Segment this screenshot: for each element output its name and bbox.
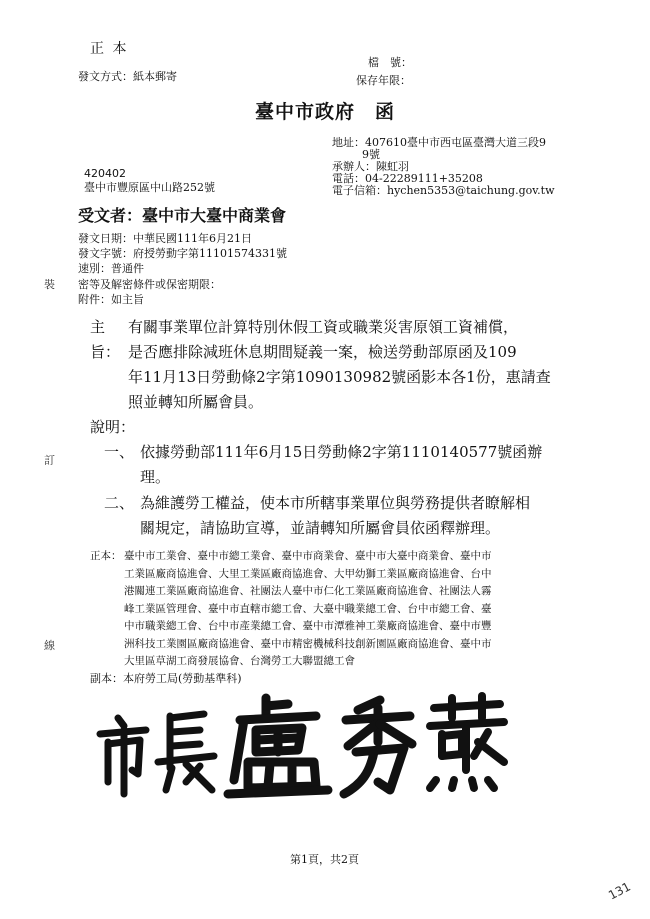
item-line: 為維護勞工權益，使本市所轄事業單位與勞務提供者瞭解相 <box>140 494 531 512</box>
binding-mark-1: 裝 <box>44 278 55 291</box>
cc-line: 工業區廠商協進會、大里工業區廠商協進會、大甲幼獅工業區廠商協進會、台中 <box>124 567 492 580</box>
original-copy-list <box>90 548 595 671</box>
cc-line: 大里區草湖工商發展協會、台灣勞工大聯盟總工會 <box>124 655 355 667</box>
binding-mark-3: 線 <box>44 639 55 652</box>
phone: 電話：04-22289111+35208 <box>332 172 483 185</box>
send-method: 發文方式：紙本郵寄 <box>78 70 177 83</box>
agency-address-line-1: 地址：407610臺中市西屯區臺灣大道三段9 <box>332 136 546 149</box>
subject-line: 照並轉知所屬會員。 <box>128 393 264 411</box>
email: 電子信箱：hychen5353@taichung.gov.tw <box>332 184 555 197</box>
subject-line: 有關事業單位計算特別休假工資或職業災害原領工資補償， <box>128 318 519 336</box>
item-line: 理。 <box>140 468 171 486</box>
speed-class: 速別：普通件 <box>78 262 144 275</box>
vice-copy-label: 副本： <box>90 672 123 685</box>
document-title: 臺中市政府 函 <box>255 101 396 123</box>
item-line: 依據勞動部111年6月15日勞動條2字第1110140577號函辦 <box>140 443 543 461</box>
explanation-item-2 <box>90 491 610 541</box>
subject-label: 主旨： <box>90 318 121 361</box>
secrecy-level: 密等及解密條件或保密期限： <box>78 278 221 291</box>
handwritten-page-note: 131 <box>606 879 633 903</box>
postal-code: 420402 <box>84 167 126 180</box>
binding-mark-2: 訂 <box>44 454 55 467</box>
retention-label: 保存年限： <box>356 74 411 87</box>
explanation-label: 說明： <box>90 418 136 436</box>
cc-line: 洲科技工業園區廠商協進會、臺中市精密機械科技創新園區廠商協進會、臺中市 <box>124 637 492 650</box>
subject-paragraph <box>90 315 610 415</box>
page-number: 第1頁，共2頁 <box>290 853 359 866</box>
item-number: 二、 <box>103 494 134 512</box>
subject-line: 是否應排除減班休息期間疑義一案，檢送勞動部原函及109 <box>128 343 517 361</box>
item-number: 一、 <box>103 443 134 461</box>
item-line: 關規定，請協助宣導，並請轉知所屬會員依函釋辦理。 <box>140 519 501 537</box>
issue-date: 發文日期：中華民國111年6月21日 <box>78 232 252 245</box>
cc-line: 峰工業區管理會、臺中市直轄市總工會、大臺中職業總工會、台中市總工會、臺 <box>124 602 492 615</box>
cc-line: 臺中市工業會、臺中市總工業會、臺中市商業會、臺中市大臺中商業會、臺中市 <box>124 550 492 562</box>
copy-label: 正 本 <box>90 41 129 57</box>
vice-copy <box>90 672 242 686</box>
recipient-address: 臺中市豐原區中山路252號 <box>84 181 215 194</box>
mayor-signature <box>90 690 510 800</box>
cc-line: 中市職業總工會、台中市產業總工會、臺中市潭雅神工業廠商協進會、臺中市豐 <box>124 620 492 632</box>
subject-line: 年11月13日勞動條2字第1090130982號函影本各1份，惠請查 <box>128 368 551 386</box>
original-copy-label: 正本： <box>90 550 122 562</box>
recipient: 受文者：臺中市大臺中商業會 <box>78 206 287 225</box>
document-number: 發文字號：府授勞動字第11101574331號 <box>78 247 287 260</box>
handler: 承辦人：陳虹羽 <box>332 160 409 173</box>
vice-copy-text: 本府勞工局(勞動基準科) <box>123 672 242 685</box>
agency-address-line-2: 9號 <box>362 148 380 161</box>
cc-line: 港關連工業區廠商協進會、社團法人臺中市仁化工業區廠商協進會、社團法人霧 <box>124 585 492 597</box>
attachment: 附件：如主旨 <box>78 293 144 306</box>
file-number-label: 檔 號： <box>368 56 412 69</box>
explanation-item-1 <box>90 440 610 490</box>
